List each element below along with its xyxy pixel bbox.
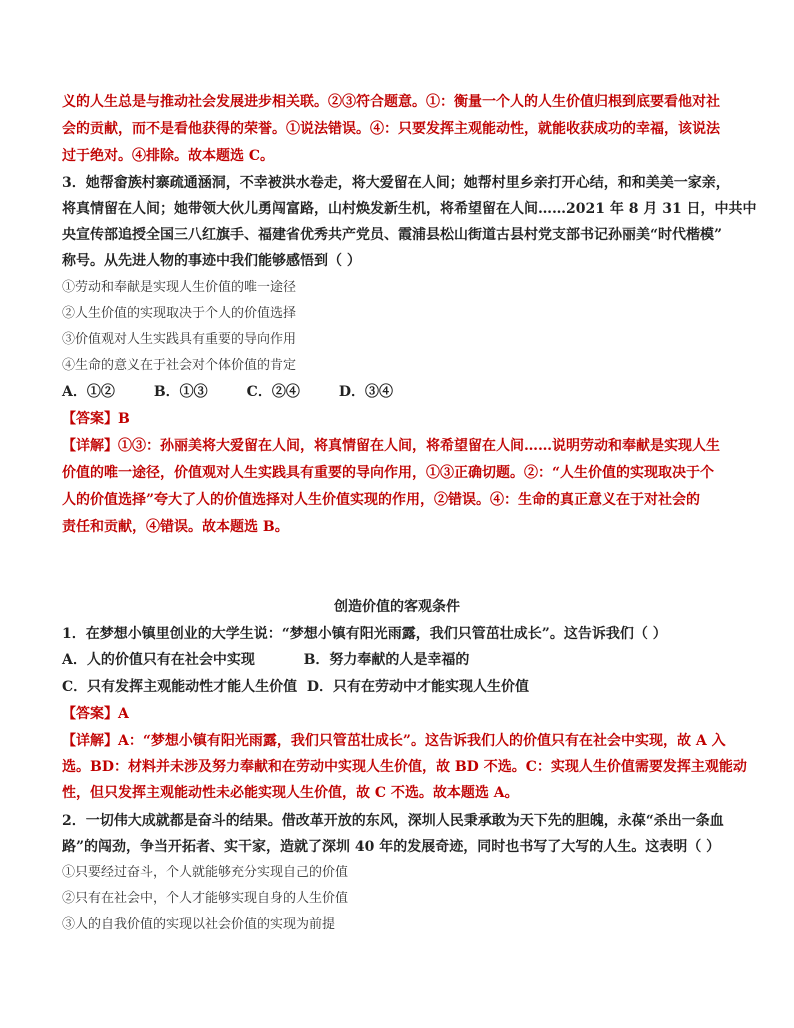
explain-line: 【详解】A：“梦想小镇有阳光雨露，我们只管茁壮成长”。这告诉我们人的价值只有在社会中实现，故 A 入: [62, 733, 726, 749]
explain-line: 选。BD：材料并未涉及努力奉献和在劳动中实现人生价值，故 BD 不选。C：实现人生价值需要发挥主观能动: [62, 759, 747, 775]
question-stem: 路”的闯劲，争当开拓者、实干家，造就了深圳 40 年的发展奇迹，同时也书写了大写的人生。这表明（ ）: [62, 839, 721, 855]
question-stem: 将真情留在人间；她带领大伙儿勇闯富路，山村焕发新生机，将希望留在人间……2021 年 8 月 31 日，中共中: [62, 201, 757, 217]
section-title: 创造价值的客观条件: [334, 599, 460, 615]
answer-choices: A．①② B．①③ C．②④ D．③④: [62, 384, 393, 400]
explain-line: 价值的唯一途径，价值观对人生实践具有重要的导向作用，①③正确切题。②：“人生价值的实现取决于个: [62, 465, 715, 481]
answer-label: 【答案】A: [62, 706, 129, 722]
question-stem: 央宣传部追授全国三八红旗手、福建省优秀共产党员、霞浦县松山街道古县村党支部书记孙丽美“时代楷模”: [62, 227, 723, 243]
answer-label: 【答案】B: [62, 411, 130, 427]
statement-option: ③人的自我价值的实现以社会价值的实现为前提: [62, 917, 336, 932]
question-stem: 2．一切伟大成就都是奋斗的结果。借改革开放的东风，深圳人民秉承敢为天下先的胆魄，永葆“杀出一条血: [62, 813, 724, 829]
explain-line: 会的贡献，而不是看他获得的荣誉。①说法错误。④：只要发挥主观能动性，就能收获成功的幸福，该说法: [62, 121, 720, 137]
explain-line: 人的价值选择”夸大了人的价值选择对人生价值实现的作用，②错误。④：生命的真正意义在于对社会的: [62, 492, 701, 508]
statement-option: ④生命的意义在于社会对个体价值的肯定: [62, 358, 297, 373]
question-stem: 称号。从先进人物的事迹中我们能够感悟到（ ）: [62, 253, 361, 269]
explain-line: 责任和贡献，④错误。故本题选 B。: [62, 519, 289, 535]
statement-option: ③价值观对人生实践具有重要的导向作用: [62, 332, 297, 347]
question-stem: 1．在梦想小镇里创业的大学生说：“梦想小镇有阳光雨露，我们只管茁壮成长”。这告诉我们（ ）: [62, 626, 667, 642]
question-stem: 3．她帮畲族村寨疏通涵洞，不幸被洪水卷走，将大爱留在人间；她帮村里乡亲打开心结，和和美美一家亲，: [62, 175, 730, 191]
statement-option: ①只要经过奋斗，个人就能够充分实现自己的价值: [62, 865, 349, 880]
answer-choices: A．人的价值只有在社会中实现 B．努力奉献的人是幸福的: [62, 652, 470, 668]
explain-line: 性，但只发挥主观能动性未必能实现人生价值，故 C 不选。故本题选 A。: [62, 785, 519, 801]
explain-line: 过于绝对。④排除。故本题选 C。: [62, 148, 275, 164]
explain-line: 义的人生总是与推动社会发展进步相关联。②③符合题意。①：衡量一个人的人生价值归根到底要看他对社: [62, 94, 720, 110]
statement-option: ②只有在社会中，个人才能够实现自身的人生价值: [62, 891, 349, 906]
explain-line: 【详解】①③：孙丽美将大爱留在人间，将真情留在人间，将希望留在人间……说明劳动和奉献是实现人生: [62, 438, 720, 454]
statement-option: ②人生价值的实现取决于个人的价值选择: [62, 306, 297, 321]
answer-choices: C．只有发挥主观能动性才能人生价值 D．只有在劳动中才能实现人生价值: [62, 679, 530, 695]
statement-option: ①劳动和奉献是实现人生价值的唯一途径: [62, 280, 297, 295]
